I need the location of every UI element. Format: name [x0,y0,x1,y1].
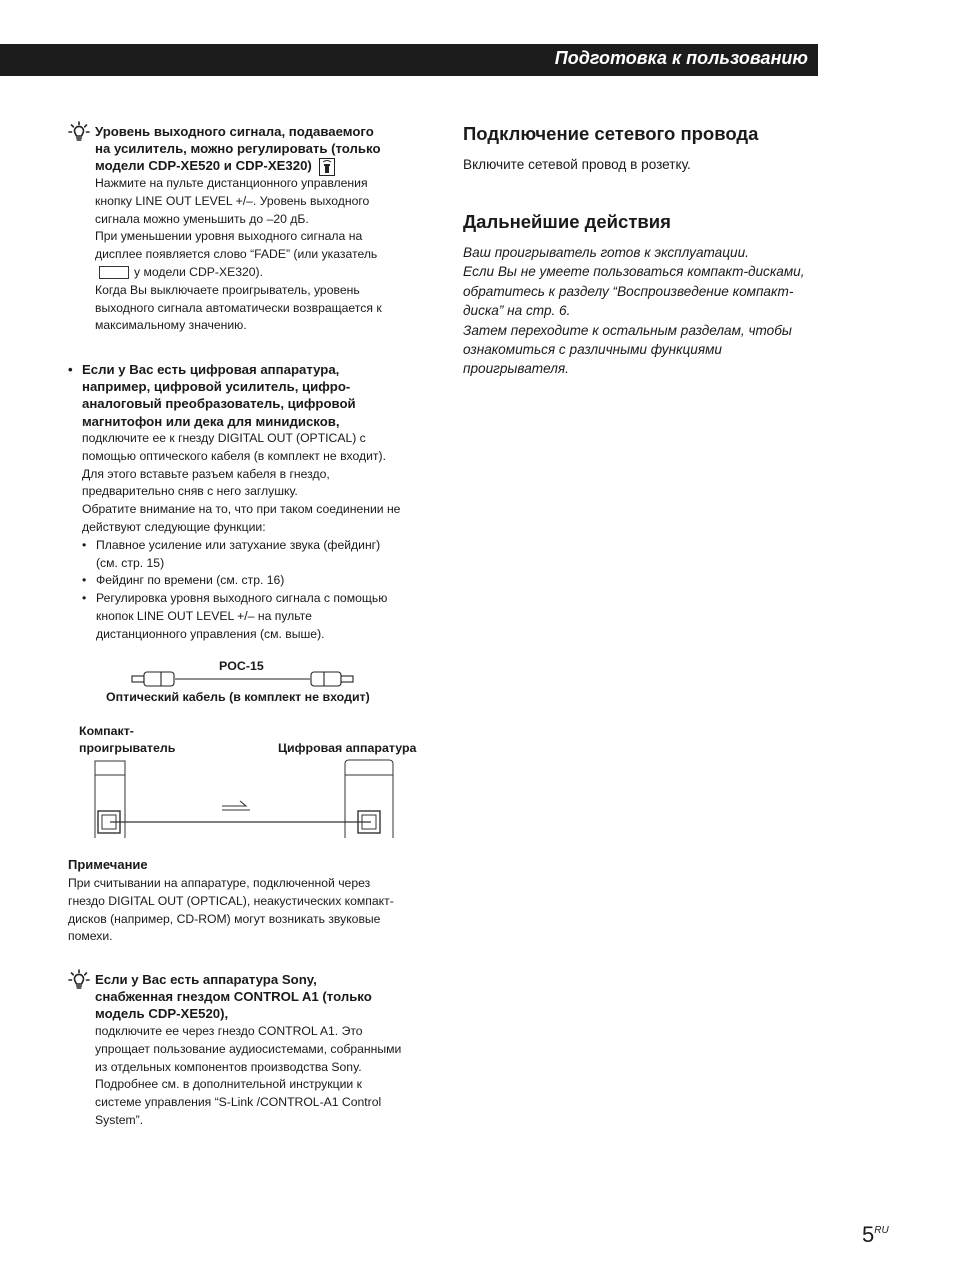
list-item: • Регулировка уровня выходного сигнала с помощью кнопок LINE OUT LEVEL +/– на пульте дистанционного управления (см. выше). [82,590,432,643]
note-title: Примечание [68,857,148,872]
section-heading-power-cord: Подключение сетевого провода [463,123,759,144]
note-body: При считывании на аппаратуре, подключенной через гнездо DIGITAL OUT (OPTICAL), неакустических компакт- дисков (например, CD-ROM) могут возникать звуковые помехи. [68,876,394,944]
tip-icon [68,969,90,996]
optical-cable-illustration [125,668,365,690]
digital-body: подключите ее к гнезду DIGITAL OUT (OPTICAL) с помощью оптического кабеля (в комплект не входит). Для этого вставьте разъем кабеля в гнездо, предварительно сняв с него заглушку. Обратите внимание на то, что при таком соединении не действуют следующие функции: • Плавное усиление или затухание звука (фейдинг) (см. стр. 15) • Фейдинг по времени (см. стр. 16) • Регулировка уровня выходного сигнала с помощью кнопок LINE OUT LEVEL +/– на пульте дистанционного управления (см. выше). [82,430,432,644]
digital-heading: Если у Вас есть цифровая аппаратура, например, цифровой усилитель, цифро- аналоговый преобразователь, цифровой магнитофон или дека для минидисков, [82,362,356,429]
tip2-heading: Если у Вас есть аппаратура Sony, снабженная гнездом CONTROL A1 (только модель CDP-XE520), [95,972,372,1022]
tip2-body: подключите ее через гнездо CONTROL A1. Это упрощает пользование аудиосистемами, собранными из отдельных компонентов производства Sony. Подробнее см. в дополнительной инструкции к системе управления “S-Link /CONTROL-A1 Control System”. [95,1024,402,1127]
list-item: • Фейдинг по времени (см. стр. 16) [82,572,432,590]
header-bar [0,44,818,76]
section-text-next-steps: Ваш проигрыватель готов к эксплуатации. Если Вы не умеете пользоваться компакт-дисками, обратитесь к разделу “Воспроизведение компакт- диска” на стр. 6. Затем переходите к остальным разделам, чтобы ознакомиться с различными функциями проигрывателя. [463,245,805,377]
bullet: • [68,362,73,377]
section-heading-next-steps: Дальнейшие действия [463,211,671,232]
connection-diagram [90,755,400,845]
digital-equipment-label: Цифровая аппаратура [278,741,417,755]
list-item: • Плавное усиление или затухание звука (фейдинг) (см. стр. 15) [82,537,432,573]
page-title: Подготовка к пользованию [554,48,808,68]
tip-icon [68,121,90,148]
cable-model-label: POC-15 [219,659,264,673]
disabled-functions-list [82,537,432,644]
fade-indicator-icon [99,266,129,279]
section-text-power-cord: Включите сетевой провод в розетку. [463,157,691,172]
tip1-body: Нажмите на пульте дистанционного управления кнопку LINE OUT LEVEL +/–. Уровень выходного сигнала можно уменьшить до –20 дБ. При уменьшении уровня выходного сигнала на дисплее появляется слово “FADE” (или указатель у модели CDP-XE320). Когда Вы выключаете проигрыватель, уровень выходного сигнала автоматически возвращается к максимальному значению. [95,176,382,333]
remote-control-icon [319,158,335,176]
tip1-heading: Уровень выходного сигнала, подаваемого на усилитель, можно регулировать (только модели CDP-XE520 и CDP-XE320) [95,123,435,176]
cable-caption: Оптический кабель (в комплект не входит) [106,690,370,704]
cd-player-label: Компакт- проигрыватель [79,724,176,755]
page-number: $5^{RU}$ [862,1222,889,1247]
